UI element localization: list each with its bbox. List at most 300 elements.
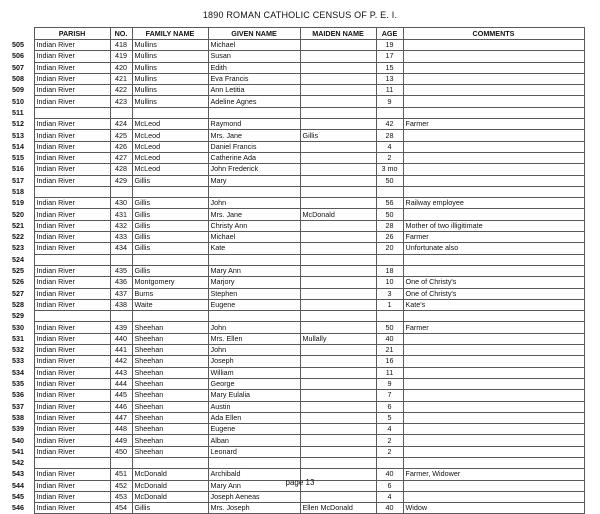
entry-number-cell: 430	[110, 198, 132, 209]
given-name-cell: John	[208, 198, 300, 209]
entry-number-cell: 428	[110, 164, 132, 175]
header-row	[10, 28, 584, 40]
parish-cell: Indian River	[34, 503, 110, 514]
given-name-cell: George	[208, 378, 300, 389]
maiden-name-cell	[300, 299, 376, 310]
parish-cell: Indian River	[34, 175, 110, 186]
comments-cell: Unfortunate also	[403, 243, 584, 254]
row-number: 546	[12, 503, 24, 513]
family-name-cell: McLeod	[132, 119, 208, 130]
entry-number-cell: 439	[110, 322, 132, 333]
family-name-cell: Sheehan	[132, 446, 208, 457]
given-name-cell: Eva Francis	[208, 73, 300, 84]
page-title: 1890 ROMAN CATHOLIC CENSUS OF P. E. I.	[202, 10, 398, 20]
given-name-cell: Joseph	[208, 356, 300, 367]
row-number: 509	[12, 85, 24, 95]
age-cell: 56	[376, 198, 403, 209]
table-row	[10, 232, 584, 243]
age-cell: 13	[376, 73, 403, 84]
family-name-cell: Sheehan	[132, 401, 208, 412]
maiden-name-cell	[300, 220, 376, 231]
table-row	[10, 265, 584, 276]
age-cell: 3 mo	[376, 164, 403, 175]
row-number: 543	[12, 469, 24, 479]
comments-cell: Mother of two illigitimate	[403, 220, 584, 231]
maiden-name-cell	[300, 51, 376, 62]
given-name-cell: Catherine Ada	[208, 152, 300, 163]
entry-number-cell: 443	[110, 367, 132, 378]
row-number: 519	[12, 198, 24, 208]
entry-number-cell: 454	[110, 503, 132, 514]
comments-cell	[403, 175, 584, 186]
family-name-cell: McLeod	[132, 164, 208, 175]
comments-cell	[403, 152, 584, 163]
comments-cell	[403, 424, 584, 435]
table-row	[10, 130, 584, 141]
comments-cell	[403, 164, 584, 175]
family-name-cell: McDonald	[132, 480, 208, 491]
family-name-cell: McDonald	[132, 469, 208, 480]
column-header-maiden-name: MAIDEN NAME	[300, 28, 376, 40]
family-name-cell: Sheehan	[132, 435, 208, 446]
parish-cell: Indian River	[34, 96, 110, 107]
entry-number-cell: 446	[110, 401, 132, 412]
entry-number-cell: 436	[110, 277, 132, 288]
table-row	[10, 186, 584, 197]
parish-cell: Indian River	[34, 220, 110, 231]
table-row	[10, 446, 584, 457]
maiden-name-cell	[300, 198, 376, 209]
maiden-name-cell	[300, 311, 376, 322]
table-row	[10, 51, 584, 62]
maiden-name-cell	[300, 243, 376, 254]
comments-cell	[403, 367, 584, 378]
row-number: 505	[12, 40, 24, 50]
row-number: 522	[12, 232, 24, 242]
table-row	[10, 175, 584, 186]
age-cell: 50	[376, 209, 403, 220]
family-name-cell: Sheehan	[132, 345, 208, 356]
table-row	[10, 412, 584, 423]
family-name-cell	[132, 186, 208, 197]
parish-cell: Indian River	[34, 164, 110, 175]
given-name-cell: Eugene	[208, 299, 300, 310]
table-row	[10, 401, 584, 412]
maiden-name-cell	[300, 288, 376, 299]
age-cell: 20	[376, 243, 403, 254]
entry-number-cell: 420	[110, 62, 132, 73]
parish-cell: Indian River	[34, 85, 110, 96]
entry-number-cell	[110, 254, 132, 265]
entry-number-cell	[110, 457, 132, 468]
census-table	[10, 27, 585, 514]
maiden-name-cell	[300, 175, 376, 186]
table-row	[10, 254, 584, 265]
comments-cell: Farmer	[403, 232, 584, 243]
comments-cell	[403, 412, 584, 423]
entry-number-cell: 431	[110, 209, 132, 220]
column-header-comments: COMMENTS	[403, 28, 584, 40]
parish-cell	[34, 457, 110, 468]
family-name-cell: McLeod	[132, 141, 208, 152]
comments-cell	[403, 345, 584, 356]
row-number: 539	[12, 424, 24, 434]
family-name-cell: Gillis	[132, 265, 208, 276]
row-number-header	[10, 28, 34, 40]
comments-cell	[403, 401, 584, 412]
family-name-cell: Sheehan	[132, 390, 208, 401]
entry-number-cell: 449	[110, 435, 132, 446]
row-number: 530	[12, 322, 24, 332]
entry-number-cell: 452	[110, 480, 132, 491]
given-name-cell: Adeline Agnes	[208, 96, 300, 107]
maiden-name-cell	[300, 40, 376, 51]
parish-cell: Indian River	[34, 345, 110, 356]
family-name-cell: McLeod	[132, 152, 208, 163]
row-number: 518	[12, 187, 24, 196]
maiden-name-cell	[300, 119, 376, 130]
age-cell	[376, 311, 403, 322]
parish-cell: Indian River	[34, 130, 110, 141]
parish-cell: Indian River	[34, 73, 110, 84]
family-name-cell: Gillis	[132, 209, 208, 220]
age-cell: 17	[376, 51, 403, 62]
table-row	[10, 62, 584, 73]
row-number: 545	[12, 492, 24, 502]
table-row	[10, 40, 584, 51]
table-row	[10, 277, 584, 288]
age-cell: 3	[376, 288, 403, 299]
family-name-cell: Gillis	[132, 232, 208, 243]
column-header-given-name: GIVEN NAME	[208, 28, 300, 40]
parish-cell: Indian River	[34, 243, 110, 254]
row-number: 514	[12, 141, 24, 151]
age-cell: 19	[376, 40, 403, 51]
row-number: 529	[12, 311, 24, 321]
table-row	[10, 152, 584, 163]
comments-cell	[403, 311, 584, 322]
table-row	[10, 243, 584, 254]
maiden-name-cell	[300, 378, 376, 389]
row-number: 524	[12, 254, 24, 264]
row-number: 544	[12, 480, 24, 490]
parish-cell: Indian River	[34, 378, 110, 389]
table-row	[10, 356, 584, 367]
given-name-cell: Eugene	[208, 424, 300, 435]
given-name-cell: John	[208, 345, 300, 356]
given-name-cell: Marjory	[208, 277, 300, 288]
entry-number-cell: 425	[110, 130, 132, 141]
given-name-cell: Ada Ellen	[208, 412, 300, 423]
age-cell: 16	[376, 356, 403, 367]
entry-number-cell: 440	[110, 333, 132, 344]
comments-cell	[403, 51, 584, 62]
given-name-cell: Mrs. Jane	[208, 130, 300, 141]
comments-cell	[403, 186, 584, 197]
column-header-no: NO.	[110, 28, 132, 40]
comments-cell	[403, 62, 584, 73]
given-name-cell: Mary Ann	[208, 265, 300, 276]
parish-cell: Indian River	[34, 40, 110, 51]
maiden-name-cell	[300, 401, 376, 412]
entry-number-cell: 448	[110, 424, 132, 435]
age-cell: 2	[376, 446, 403, 457]
family-name-cell: Gillis	[132, 503, 208, 514]
maiden-name-cell	[300, 141, 376, 152]
comments-cell: One of Christy's	[403, 277, 584, 288]
parish-cell: Indian River	[34, 119, 110, 130]
row-number: 523	[12, 243, 24, 253]
entry-number-cell: 418	[110, 40, 132, 51]
given-name-cell: Stephen	[208, 288, 300, 299]
age-cell: 5	[376, 412, 403, 423]
age-cell: 11	[376, 85, 403, 96]
given-name-cell	[208, 107, 300, 118]
parish-cell: Indian River	[34, 412, 110, 423]
family-name-cell: Sheehan	[132, 424, 208, 435]
maiden-name-cell	[300, 164, 376, 175]
column-header-parish: PARISH	[34, 28, 110, 40]
row-number: 525	[12, 266, 24, 276]
parish-cell	[34, 254, 110, 265]
given-name-cell: Mrs. Ellen	[208, 333, 300, 344]
given-name-cell: John Frederick	[208, 164, 300, 175]
given-name-cell: Mrs. Jane	[208, 209, 300, 220]
maiden-name-cell	[300, 412, 376, 423]
entry-number-cell: 429	[110, 175, 132, 186]
column-header-family-name: FAMILY NAME	[132, 28, 208, 40]
table-row	[10, 390, 584, 401]
given-name-cell: Leonard	[208, 446, 300, 457]
age-cell: 11	[376, 367, 403, 378]
entry-number-cell	[110, 311, 132, 322]
comments-cell	[403, 378, 584, 389]
table-row	[10, 333, 584, 344]
entry-number-cell	[110, 107, 132, 118]
maiden-name-cell	[300, 152, 376, 163]
comments-cell	[403, 390, 584, 401]
entry-number-cell: 442	[110, 356, 132, 367]
comments-cell	[403, 491, 584, 502]
parish-cell	[34, 311, 110, 322]
age-cell: 6	[376, 480, 403, 491]
parish-cell: Indian River	[34, 480, 110, 491]
maiden-name-cell	[300, 356, 376, 367]
comments-cell	[403, 73, 584, 84]
family-name-cell: Sheehan	[132, 333, 208, 344]
given-name-cell: Austin	[208, 401, 300, 412]
table-row	[10, 164, 584, 175]
parish-cell: Indian River	[34, 299, 110, 310]
entry-number-cell: 435	[110, 265, 132, 276]
parish-cell: Indian River	[34, 265, 110, 276]
table-row	[10, 96, 584, 107]
comments-cell: Farmer, Widower	[403, 469, 584, 480]
entry-number-cell: 423	[110, 96, 132, 107]
table-row	[10, 491, 584, 502]
age-cell: 40	[376, 503, 403, 514]
entry-number-cell: 432	[110, 220, 132, 231]
maiden-name-cell	[300, 367, 376, 378]
maiden-name-cell	[300, 107, 376, 118]
family-name-cell: Mullins	[132, 62, 208, 73]
age-cell: 2	[376, 152, 403, 163]
family-name-cell	[132, 107, 208, 118]
table-row	[10, 220, 584, 231]
column-header-age: AGE	[376, 28, 403, 40]
maiden-name-cell	[300, 390, 376, 401]
comments-cell: Railway employee	[403, 198, 584, 209]
table-row	[10, 119, 584, 130]
row-number: 537	[12, 401, 24, 411]
maiden-name-cell: Gillis	[300, 130, 376, 141]
row-number: 513	[12, 130, 24, 140]
entry-number-cell: 453	[110, 491, 132, 502]
maiden-name-cell	[300, 186, 376, 197]
age-cell: 4	[376, 491, 403, 502]
age-cell	[376, 457, 403, 468]
entry-number-cell: 424	[110, 119, 132, 130]
family-name-cell: Waite	[132, 299, 208, 310]
parish-cell: Indian River	[34, 209, 110, 220]
age-cell: 15	[376, 62, 403, 73]
age-cell: 9	[376, 96, 403, 107]
parish-cell: Indian River	[34, 152, 110, 163]
comments-cell: Kate's	[403, 299, 584, 310]
given-name-cell: Mary	[208, 175, 300, 186]
row-number: 521	[12, 220, 24, 230]
table-row	[10, 311, 584, 322]
comments-cell	[403, 254, 584, 265]
row-number: 532	[12, 345, 24, 355]
maiden-name-cell	[300, 435, 376, 446]
entry-number-cell: 426	[110, 141, 132, 152]
comments-cell: Widow	[403, 503, 584, 514]
comments-cell	[403, 333, 584, 344]
family-name-cell: McLeod	[132, 130, 208, 141]
entry-number-cell: 427	[110, 152, 132, 163]
row-number: 506	[12, 51, 24, 61]
given-name-cell: Mary Ann	[208, 480, 300, 491]
maiden-name-cell	[300, 232, 376, 243]
maiden-name-cell	[300, 96, 376, 107]
maiden-name-cell	[300, 265, 376, 276]
entry-number-cell: 441	[110, 345, 132, 356]
given-name-cell	[208, 254, 300, 265]
comments-cell	[403, 40, 584, 51]
row-number: 538	[12, 412, 24, 422]
table-row	[10, 435, 584, 446]
row-number: 536	[12, 390, 24, 400]
comments-cell	[403, 141, 584, 152]
given-name-cell	[208, 186, 300, 197]
table-row	[10, 345, 584, 356]
age-cell: 9	[376, 378, 403, 389]
age-cell: 42	[376, 119, 403, 130]
row-number: 507	[12, 62, 24, 72]
family-name-cell: Gillis	[132, 175, 208, 186]
age-cell: 28	[376, 130, 403, 141]
age-cell: 4	[376, 424, 403, 435]
table-row	[10, 503, 584, 514]
table-row	[10, 378, 584, 389]
maiden-name-cell	[300, 491, 376, 502]
family-name-cell	[132, 254, 208, 265]
maiden-name-cell	[300, 277, 376, 288]
entry-number-cell: 438	[110, 299, 132, 310]
given-name-cell: Ann Letitia	[208, 85, 300, 96]
parish-cell	[34, 186, 110, 197]
entry-number-cell: 451	[110, 469, 132, 480]
family-name-cell: Montgomery	[132, 277, 208, 288]
comments-cell	[403, 457, 584, 468]
row-number: 542	[12, 458, 24, 468]
parish-cell	[34, 107, 110, 118]
family-name-cell: Gillis	[132, 198, 208, 209]
maiden-name-cell	[300, 73, 376, 84]
maiden-name-cell	[300, 85, 376, 96]
family-name-cell: Mullins	[132, 40, 208, 51]
row-number: 541	[12, 446, 24, 456]
comments-cell	[403, 446, 584, 457]
comments-cell: One of Christy's	[403, 288, 584, 299]
parish-cell: Indian River	[34, 491, 110, 502]
family-name-cell: Sheehan	[132, 367, 208, 378]
parish-cell: Indian River	[34, 446, 110, 457]
age-cell: 40	[376, 333, 403, 344]
row-number: 526	[12, 277, 24, 287]
entry-number-cell: 434	[110, 243, 132, 254]
table-row	[10, 85, 584, 96]
given-name-cell: Michael	[208, 232, 300, 243]
age-cell	[376, 186, 403, 197]
family-name-cell: Mullins	[132, 85, 208, 96]
entry-number-cell: 433	[110, 232, 132, 243]
family-name-cell: Mullins	[132, 96, 208, 107]
entry-number-cell: 421	[110, 73, 132, 84]
maiden-name-cell	[300, 457, 376, 468]
given-name-cell: John	[208, 322, 300, 333]
page-number: page 13	[285, 478, 315, 487]
family-name-cell: Sheehan	[132, 412, 208, 423]
row-number: 511	[12, 107, 24, 117]
parish-cell: Indian River	[34, 141, 110, 152]
maiden-name-cell	[300, 345, 376, 356]
row-number: 515	[12, 153, 24, 163]
maiden-name-cell: Ellen McDonald	[300, 503, 376, 514]
comments-cell	[403, 209, 584, 220]
row-number: 520	[12, 209, 24, 219]
given-name-cell: William	[208, 367, 300, 378]
parish-cell: Indian River	[34, 367, 110, 378]
parish-cell: Indian River	[34, 51, 110, 62]
given-name-cell: Christy Ann	[208, 220, 300, 231]
table-row	[10, 367, 584, 378]
maiden-name-cell	[300, 322, 376, 333]
maiden-name-cell	[300, 62, 376, 73]
given-name-cell: Michael	[208, 40, 300, 51]
parish-cell: Indian River	[34, 424, 110, 435]
row-number: 535	[12, 379, 24, 389]
row-number: 517	[12, 175, 24, 185]
maiden-name-cell	[300, 254, 376, 265]
maiden-name-cell	[300, 424, 376, 435]
parish-cell: Indian River	[34, 333, 110, 344]
entry-number-cell: 437	[110, 288, 132, 299]
table-row	[10, 198, 584, 209]
family-name-cell: Sheehan	[132, 378, 208, 389]
comments-cell	[403, 130, 584, 141]
